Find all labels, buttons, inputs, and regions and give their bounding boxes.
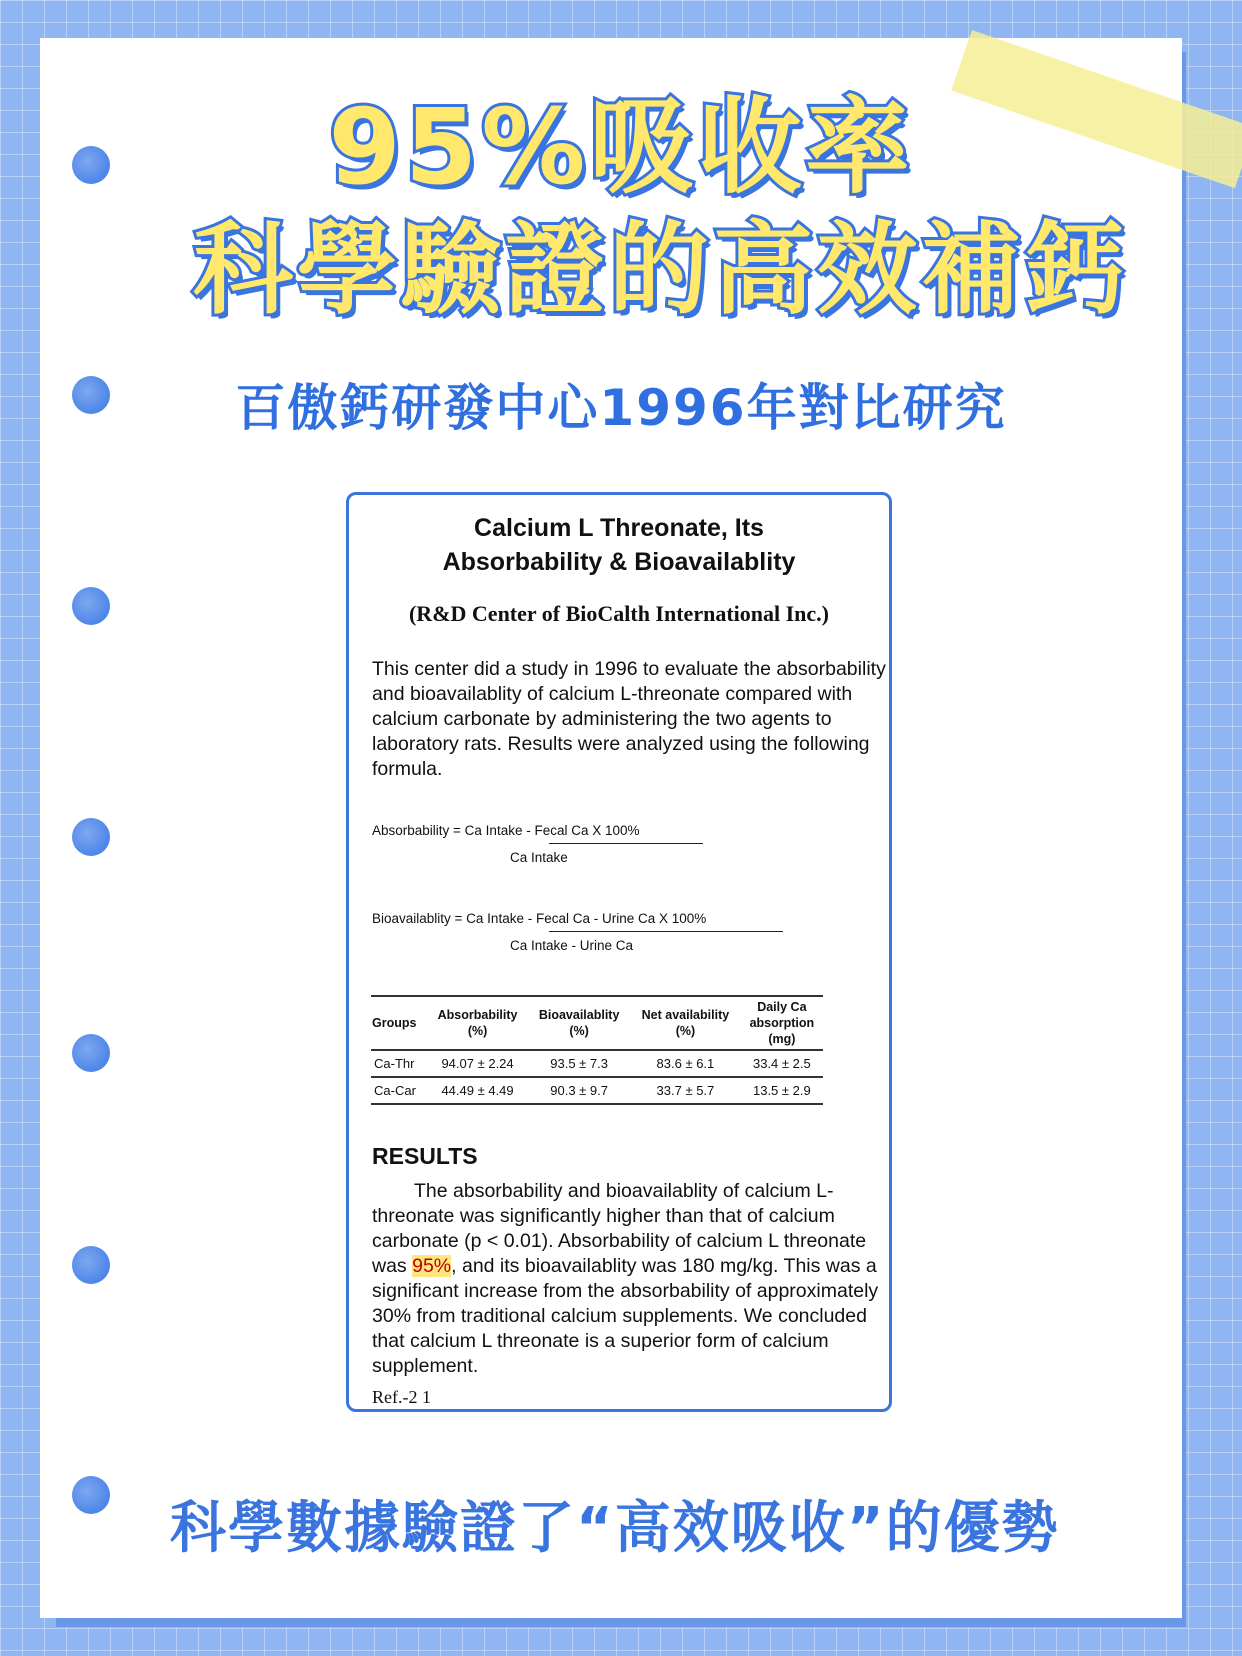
header-daily-absorption: [741, 996, 823, 1050]
header-absorbability-label: Absorbability: [437, 1008, 518, 1022]
cell-group: Ca-Car: [374, 1083, 416, 1098]
cell-bioavailability: 93.5 ± 7.3: [550, 1056, 608, 1071]
document-title-line-2: Absorbability & Bioavailablity: [442, 548, 796, 576]
absorbability-formula: Absorbability = Ca Intake - Fecal Ca X 100%: [372, 823, 640, 838]
cell-absorbability: 94.07 ± 2.24: [441, 1056, 514, 1071]
header-daily-line-2: absorption: [749, 1016, 815, 1030]
results-text-end: , and its bioavailablity was 180 mg/kg. This was a significant increase from the absorbability of approximately 30% from traditional calcium supplements. We concluded that calcium L threonate is a superior form of calcium supplement.: [372, 1255, 879, 1377]
binder-hole: [72, 818, 110, 856]
cell-daily: 33.4 ± 2.5: [752, 1056, 811, 1071]
headline-line-1: 95%吸收率: [328, 86, 914, 208]
header-net-unit: (%): [675, 1024, 696, 1038]
results-table: [371, 995, 823, 1105]
header-net-label: Net availability: [641, 1008, 730, 1022]
results-paragraph: [372, 1179, 887, 1379]
cell-group: Ca-Thr: [374, 1056, 415, 1071]
header-groups: Groups: [372, 1016, 417, 1030]
table-row: [371, 1050, 823, 1077]
fraction-line: [549, 931, 783, 932]
absorbability-denominator: Ca Intake: [510, 850, 568, 865]
binder-hole: [72, 587, 110, 625]
header-net-availability: [630, 996, 741, 1050]
results-text-start: The absorbability and bioavailablity of calcium L-threonate was significantly higher than that of calcium carbonate (p < 0.01). Absorbability of calcium L threonate was: [372, 1180, 867, 1277]
binder-hole: [72, 1246, 110, 1284]
subtitle-container: [0, 368, 1242, 440]
cell-net: 33.7 ± 5.7: [656, 1083, 715, 1098]
document-title: [349, 511, 889, 579]
header-bioavailability-unit: (%): [569, 1024, 589, 1038]
binder-hole: [72, 1476, 110, 1514]
cell-net: 83.6 ± 6.1: [656, 1056, 715, 1071]
highlight-95-percent: 95%: [412, 1255, 452, 1277]
binder-hole: [72, 1034, 110, 1072]
reference-label: Ref.-2 1: [372, 1387, 431, 1407]
subtitle: 百傲鈣研發中心1996年對比研究: [229, 368, 1012, 440]
header-absorbability-unit: (%): [467, 1024, 488, 1038]
header-bioavailability-label: Bioavailablity: [538, 1008, 620, 1022]
fraction-line: [549, 843, 703, 844]
headline-line-2: 科學驗證的高效補鈣: [193, 211, 1129, 328]
document-title-line-1: Calcium L Threonate, Its: [474, 514, 764, 542]
header-daily-unit: (mg): [768, 1032, 796, 1046]
footer-caption: 科學數據驗證了“高效吸收”的優勢: [170, 1496, 1060, 1561]
cell-bioavailability: 90.3 ± 9.7: [550, 1083, 608, 1098]
research-document: [346, 492, 892, 1412]
table-row: [371, 1077, 823, 1104]
bioavailability-denominator: Ca Intake - Urine Ca: [510, 938, 634, 953]
table-header-row: [371, 996, 823, 1050]
header-daily-line-1: Daily Ca: [757, 1000, 807, 1014]
cell-daily: 13.5 ± 2.9: [752, 1083, 811, 1098]
header-absorbability: [427, 996, 528, 1050]
document-intro: This center did a study in 1996 to evaluate the absorbability and bioavailablity of calcium L-threonate compared with calcium carbonate by administering the two agents to laboratory rats. Results were analyzed using the following formula.: [372, 658, 886, 780]
results-heading: RESULTS: [372, 1143, 478, 1169]
header-bioavailability: [528, 996, 630, 1050]
document-organization: (R&D Center of BioCalth International Inc.): [408, 601, 829, 626]
cell-absorbability: 44.49 ± 4.49: [441, 1083, 514, 1098]
bioavailability-formula: Bioavailablity = Ca Intake - Fecal Ca - Urine Ca X 100%: [372, 911, 707, 926]
